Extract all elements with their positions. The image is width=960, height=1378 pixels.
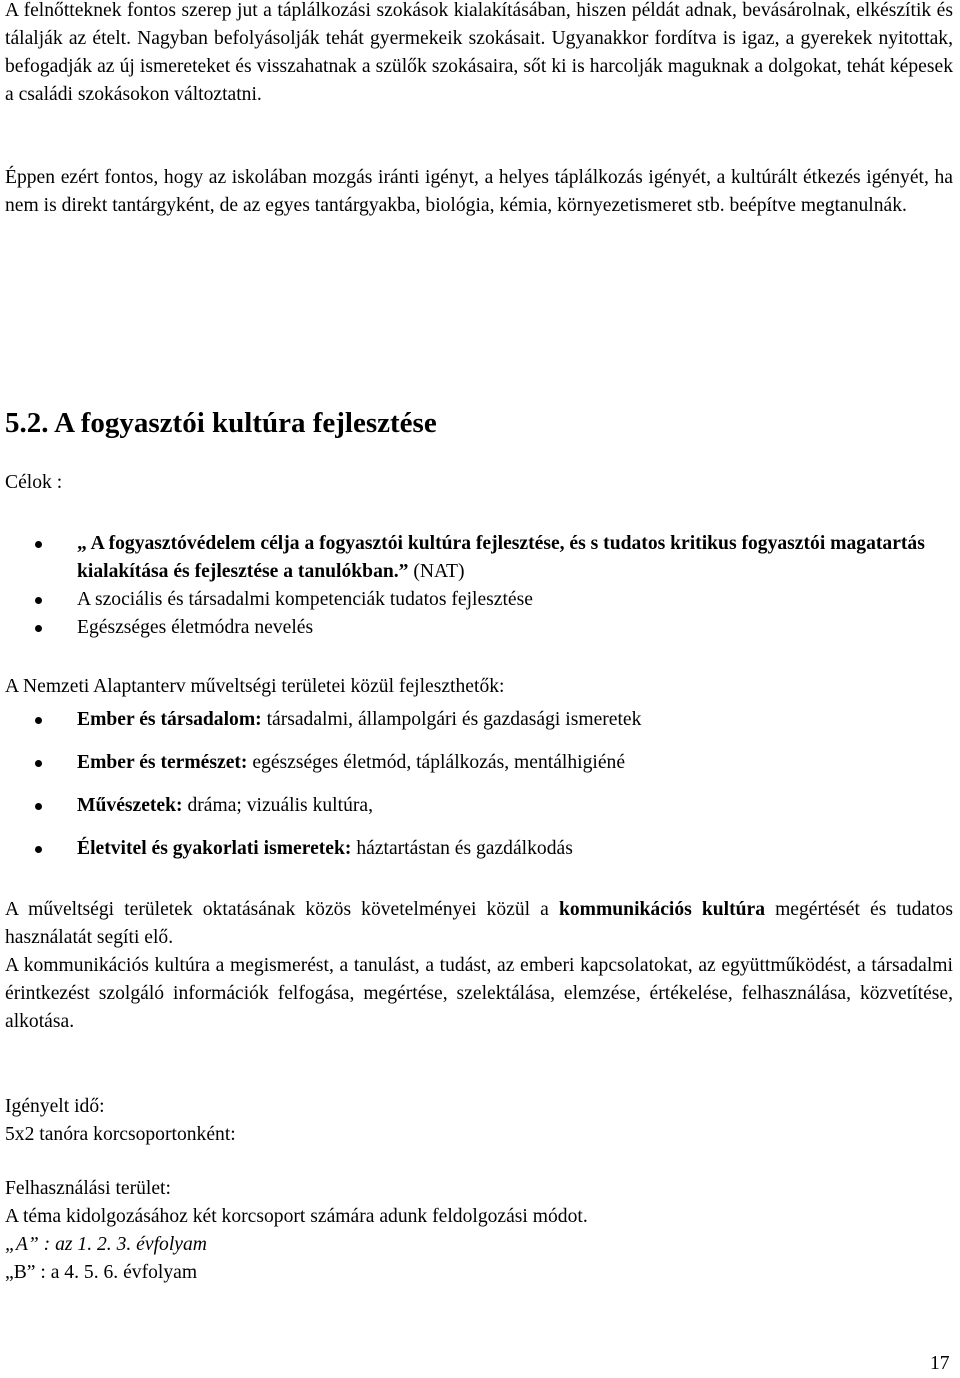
group-b: „B” : a 4. 5. 6. évfolyam <box>5 1262 198 1283</box>
time-block <box>5 1093 236 1149</box>
nat-quote: „ A fogyasztóvédelem célja a fogyasztói kultúra fejlesztése, és s tudatos kritikus fogyasztói magatartás kialakítása és fejlesztése a tanulókban.” <box>77 533 925 582</box>
area-text: társadalmi, állampolgári és gazdasági ismeretek <box>261 709 642 730</box>
usage-block <box>5 1175 588 1287</box>
usage-text: A téma kidolgozásához két korcsoport számára adunk feldolgozási módot. <box>5 1206 588 1227</box>
area-text: egészséges életmód, táplálkozás, mentálhigiéné <box>247 752 626 773</box>
area-label: Ember és társadalom: <box>77 709 262 730</box>
intro-paragraph: A felnőtteknek fontos szerep jut a táplálkozási szokások kialakításában, hiszen példát adnak, bevásárolnak, elkészítik és tálalják az ételt. Nagyban befolyásolják tehát gyermekeik szokásait. Ugyanakkor fordítva is igaz, a gyerekek nyitottak, befogadják az új ismereteket és visszahatnak a szülők szokásaira, sőt ki is harcolják maguknak a dolgokat, tehát képesek a családi szokásokon változtatni. <box>5 0 953 105</box>
page-number: 17 <box>930 1353 950 1374</box>
school-paragraph: Éppen ezért fontos, hogy az iskolában mozgás iránti igényt, a helyes táplálkozás igényét, a kultúrált étkezés igényét, ha nem is direkt tantárgyként, de az egyes tantárgyakba, biológia, kémia, környezetismeret stb. beépítve megtanulnák. <box>5 167 953 216</box>
areas-list <box>5 706 953 878</box>
list-item: A szociális és társadalmi kompetenciák tudatos fejlesztése <box>5 586 953 614</box>
list-item: Egészséges életmódra nevelés <box>5 614 953 642</box>
usage-label: Felhasználási terület: <box>5 1178 171 1199</box>
communication-definition-paragraph: A kommunikációs kultúra a megismerést, a tanulást, a tudást, az emberi kapcsolatokat, az együttműködést, a társadalmi érintkezést szolgáló információk felfogása, megértése, szelektálása, elemzése, értékelése, felhasználása, közvetítése, alkotása. <box>5 955 953 1032</box>
goals-label: Célok : <box>5 472 63 493</box>
nat-intro: A Nemzeti Alaptanterv műveltségi területei közül fejleszthetők: <box>5 676 505 697</box>
paragraph-text: megértését és tudatos használatát segíti elő. <box>5 899 953 948</box>
area-label: Művészetek: <box>77 795 183 816</box>
area-label: Életvitel és gyakorlati ismeretek: <box>77 838 352 859</box>
communication-paragraph <box>5 896 953 952</box>
section-heading: 5.2. A fogyasztói kultúra fejlesztése <box>5 407 437 439</box>
list-item <box>5 749 953 777</box>
time-label: Igényelt idő: <box>5 1096 105 1117</box>
time-value: 5x2 tanóra korcsoportonként: <box>5 1124 236 1145</box>
paragraph-text: A műveltségi területek oktatásának közös követelményei közül a <box>5 899 559 920</box>
quote-source: (NAT) <box>408 561 465 582</box>
area-label: Ember és természet: <box>77 752 248 773</box>
list-item <box>5 530 953 586</box>
list-item <box>5 792 953 820</box>
paragraph-emphasis: kommunikációs kultúra <box>558 899 765 920</box>
list-item <box>5 706 953 734</box>
area-text: háztartástan és gazdálkodás <box>351 838 573 859</box>
group-a: „A” : az 1. 2. 3. évfolyam <box>5 1234 207 1255</box>
goals-list <box>5 530 953 642</box>
area-text: dráma; vizuális kultúra, <box>182 795 373 816</box>
list-item <box>5 835 953 863</box>
